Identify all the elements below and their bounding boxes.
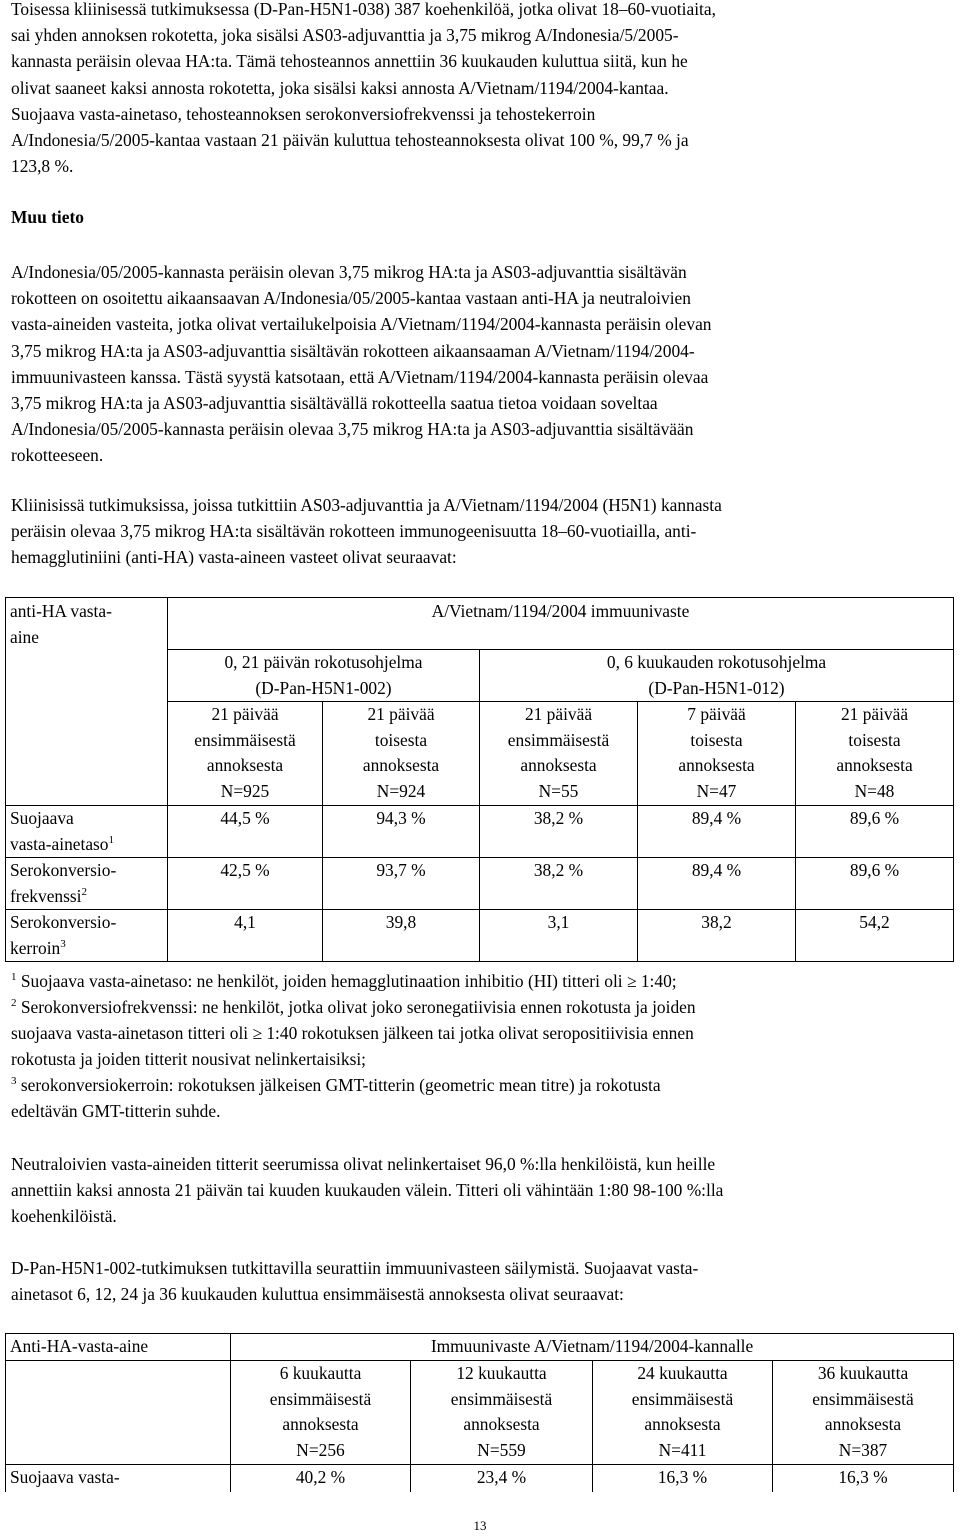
- col-label: annoksesta: [678, 755, 755, 775]
- col-label: 21 päivää: [211, 704, 279, 724]
- seuranta-paragraph: [11, 1255, 951, 1307]
- footnote-text: serokonversiokerroin: rokotuksen jälkeisen GMT-titterin (geometric mean titre) ja rokotusta: [20, 1075, 661, 1095]
- kliinisissa-paragraph: [11, 492, 951, 571]
- text-line: Kliinisissä tutkimuksissa, joissa tutkittiin AS03-adjuvanttia ja A/Vietnam/1194/2004 (H5N1) kannasta: [11, 495, 722, 515]
- value-cell: 4,1: [168, 910, 323, 962]
- col-label: toisesta: [690, 729, 743, 750]
- value-cell: 89,4 %: [638, 858, 796, 910]
- value-cell: 38,2 %: [480, 858, 638, 910]
- page-number: 13: [473, 1518, 487, 1533]
- footnote-marker: 1: [108, 833, 115, 846]
- value-cell: 89,4 %: [638, 806, 796, 858]
- empty-cell: [6, 1361, 231, 1465]
- value-cell: 16,3 %: [773, 1465, 954, 1492]
- text-line: 3,75 mikrog HA:ta ja AS03-adjuvanttia sisältävällä rokotteella saatua tietoa voidaan soveltaa: [11, 393, 658, 414]
- table-row: [6, 858, 954, 910]
- value-cell: 16,3 %: [593, 1465, 773, 1492]
- value-cell: 44,5 %: [168, 806, 323, 858]
- value-cell: 94,3 %: [323, 806, 480, 858]
- col-label: ensimmäisestä: [812, 1388, 914, 1409]
- col-label: toisesta: [848, 729, 901, 750]
- col-label: 12 kuukautta: [456, 1363, 547, 1383]
- column-header-cell: [231, 1361, 411, 1465]
- value-cell: 38,2 %: [480, 806, 638, 858]
- col-label: 21 päivää: [524, 704, 593, 724]
- text-line: A/Indonesia/05/2005-kannasta peräisin olevaa 3,75 mikrog HA:ta ja AS03-adjuvanttia sisältävään: [11, 419, 694, 440]
- footnote-number: 1: [11, 971, 17, 984]
- text-line: rokotteeseen.: [11, 445, 104, 466]
- text-line: ainetasot 6, 12, 24 ja 36 kuukauden kuluttua ensimmäisestä annoksesta olivat seuraavat:: [11, 1284, 624, 1305]
- immune-response-table-1: [5, 597, 954, 962]
- col-label: 21 päivää: [367, 704, 435, 724]
- group-label: (D-Pan-H5N1-012): [648, 677, 785, 698]
- col-label: ensimmäisestä: [194, 729, 296, 750]
- col-label: N=925: [220, 780, 270, 801]
- footnote-text: suojaava vasta-ainetason titteri oli ≥ 1:40 rokotuksen jälkeen tai jotka olivat seropositiivisia ennen: [11, 1023, 694, 1043]
- value-cell: 93,7 %: [323, 858, 480, 910]
- text-line: D-Pan-H5N1-002-tutkimuksen tutkittavilla seurattiin immuunivasteen säilymistä. Suojaavat vasta-: [11, 1258, 699, 1278]
- table-header-row: [6, 598, 954, 650]
- footnotes: [11, 968, 951, 1124]
- text-line: Neutraloivien vasta-aineiden titterit seerumissa olivat nelinkertaiset 96,0 %:lla henkilöistä, kun heille: [11, 1154, 716, 1174]
- muu-tieto-paragraph: [11, 259, 951, 469]
- value-cell: 40,2 %: [231, 1465, 411, 1492]
- text-line: A/Indonesia/5/2005-kantaa vastaan 21 päivän kuluttua tehosteannoksesta olivat 100 %, 99,7 % ja: [11, 130, 689, 151]
- row-label-cell: [6, 910, 168, 962]
- text-line: Toisessa kliinisessä tutkimuksessa (D-Pan-H5N1-038) 387 koehenkilöä, jotka olivat 18–60-vuotiaita,: [11, 0, 716, 19]
- row-label: Serokonversio-: [10, 860, 117, 880]
- value-cell: 23,4 %: [411, 1465, 593, 1492]
- col-label: annoksesta: [644, 1414, 721, 1434]
- table-corner-cell: [6, 598, 168, 806]
- column-header-cell: [638, 702, 796, 806]
- value-cell: 89,6 %: [796, 858, 954, 910]
- col-label: annoksesta: [836, 755, 913, 775]
- row-label: vasta-ainetaso: [10, 833, 109, 854]
- section-heading: Muu tieto: [11, 207, 84, 227]
- group-label: 0, 21 päivän rokotusohjelma: [224, 652, 423, 672]
- text-line: immuunivasteen kanssa. Tästä syystä katsotaan, että A/Vietnam/1194/2004-kannasta peräisin olevaa: [11, 366, 709, 387]
- immune-persistence-table: [5, 1333, 954, 1492]
- footnote-marker: 2: [81, 885, 87, 898]
- col-label: N=48: [854, 780, 895, 801]
- table-row: [6, 1465, 954, 1492]
- text-line: rokotteen on osoitettu aikaansaavan A/Indonesia/05/2005-kantaa vastaan anti-HA ja neutraloivien: [11, 288, 691, 309]
- corner-label: aine: [10, 626, 39, 647]
- text-line: hemagglutiniini (anti-HA) vasta-aineen vasteet olivat seuraavat:: [11, 547, 457, 568]
- value-cell: 3,1: [480, 910, 638, 962]
- text-line: kannasta peräisin olevaa HA:ta. Tämä tehosteannos annettiin 36 kuukauden kuluttua siitä, kun he: [11, 51, 688, 72]
- value-cell: 54,2: [796, 910, 954, 962]
- footnote-number: 3: [11, 1075, 17, 1088]
- footnote-text: rokotusta ja joiden titterit nousivat nelinkertaisiksi;: [11, 1049, 366, 1069]
- col-label: ensimmäisestä: [269, 1388, 372, 1409]
- column-header-cell: [323, 702, 480, 806]
- row-label: kerroin: [10, 937, 61, 958]
- footnote-text: Suojaava vasta-ainetaso: ne henkilöt, joiden hemagglutinaation inhibitio (HI) titteri oli ≥ 1:40;: [20, 971, 677, 991]
- text-line: 3,75 mikrog HA:ta ja AS03-adjuvanttia sisältävän rokotteen aikaansaaman A/Vietnam/1194/2004-: [11, 340, 695, 361]
- table-subheader-row: [6, 1361, 954, 1465]
- col-label: 24 kuukautta: [637, 1363, 728, 1383]
- table-corner-cell: Anti-HA-vasta-aine: [6, 1334, 231, 1361]
- footnote-text: Serokonversiofrekvenssi: ne henkilöt, jotka olivat joko seronegatiivisia ennen rokotusta ja joiden: [20, 997, 696, 1017]
- col-label: ensimmäisestä: [450, 1388, 553, 1409]
- col-label: N=559: [477, 1439, 526, 1460]
- row-label: Serokonversio-: [10, 912, 117, 932]
- col-label: N=256: [296, 1439, 345, 1460]
- table-header-row: [6, 1334, 954, 1361]
- value-cell: 42,5 %: [168, 858, 323, 910]
- column-header-cell: [411, 1361, 593, 1465]
- row-label-cell: Suojaava vasta-: [6, 1465, 231, 1492]
- col-label: annoksesta: [824, 1414, 902, 1434]
- table-row: [6, 806, 954, 858]
- value-cell: 38,2: [638, 910, 796, 962]
- column-header-cell: [593, 1361, 773, 1465]
- group-label: (D-Pan-H5N1-002): [255, 677, 392, 698]
- col-label: annoksesta: [282, 1414, 359, 1434]
- text-line: olivat saaneet kaksi annosta rokotetta, joka sisälsi kaksi annosta A/Vietnam/1194/2004-kantaa.: [11, 77, 669, 98]
- col-label: N=55: [538, 780, 579, 801]
- col-label: N=387: [838, 1439, 888, 1460]
- text-line: koehenkilöistä.: [11, 1206, 117, 1227]
- col-label: annoksesta: [206, 755, 284, 775]
- main-header-cell: A/Vietnam/1194/2004 immuunivaste: [168, 598, 954, 650]
- column-header-cell: [773, 1361, 954, 1465]
- intro-paragraph: [11, 0, 951, 179]
- footnote-number: 2: [11, 997, 17, 1010]
- col-label: 6 kuukautta: [279, 1363, 362, 1383]
- corner-label: anti-HA vasta-: [10, 601, 112, 621]
- text-line: A/Indonesia/05/2005-kannasta peräisin olevan 3,75 mikrog HA:ta ja AS03-adjuvanttia sisältävän: [11, 262, 687, 282]
- col-label: 21 päivää: [840, 704, 909, 724]
- group-header-cell: [168, 650, 480, 702]
- row-label: frekvenssi: [10, 885, 82, 906]
- col-label: toisesta: [374, 729, 428, 750]
- footnote-marker: 3: [60, 937, 66, 950]
- text-line: peräisin olevaa 3,75 mikrog HA:ta sisältävän rokotteen immunogeenisuutta 18–60-vuotiailla, anti-: [11, 521, 697, 542]
- col-label: N=411: [658, 1439, 707, 1460]
- col-label: annoksesta: [520, 755, 597, 775]
- text-line: sai yhden annoksen rokotetta, joka sisälsi AS03-adjuvanttia ja 3,75 mikrog A/Indonesia/5/2005-: [11, 25, 679, 46]
- main-header-cell: Immuunivaste A/Vietnam/1194/2004-kannalle: [231, 1334, 954, 1361]
- value-cell: 89,6 %: [796, 806, 954, 858]
- col-label: 7 päivää: [687, 704, 746, 724]
- row-label: Suojaava: [10, 808, 74, 828]
- column-header-cell: [168, 702, 323, 806]
- value-cell: 39,8: [323, 910, 480, 962]
- row-label-cell: [6, 858, 168, 910]
- text-line: 123,8 %.: [11, 156, 74, 177]
- col-label: 36 kuukautta: [817, 1363, 909, 1383]
- text-line: annettiin kaksi annosta 21 päivän tai kuuden kuukauden välein. Titteri oli vähintään 1:80 98-100 %:lla: [11, 1180, 724, 1201]
- col-label: annoksesta: [463, 1414, 540, 1434]
- row-label-cell: [6, 806, 168, 858]
- col-label: N=47: [696, 780, 737, 801]
- column-header-cell: [480, 702, 638, 806]
- col-label: annoksesta: [362, 755, 440, 775]
- neutraloivien-paragraph: [11, 1151, 951, 1230]
- group-header-cell: [480, 650, 954, 702]
- column-header-cell: [796, 702, 954, 806]
- text-line: Suojaava vasta-ainetaso, tehosteannoksen serokonversiofrekvenssi ja tehostekerroin: [11, 103, 596, 124]
- col-label: N=924: [376, 780, 426, 801]
- text-line: vasta-aineiden vasteita, jotka olivat vertailukelpoisia A/Vietnam/1194/2004-kannasta peräisin olevan: [11, 314, 712, 335]
- group-label: 0, 6 kuukauden rokotusohjelma: [606, 652, 827, 672]
- col-label: ensimmäisestä: [631, 1388, 734, 1409]
- table-row: [6, 910, 954, 962]
- footnote-text: edeltävän GMT-titterin suhde.: [11, 1101, 221, 1121]
- col-label: ensimmäisestä: [507, 729, 610, 750]
